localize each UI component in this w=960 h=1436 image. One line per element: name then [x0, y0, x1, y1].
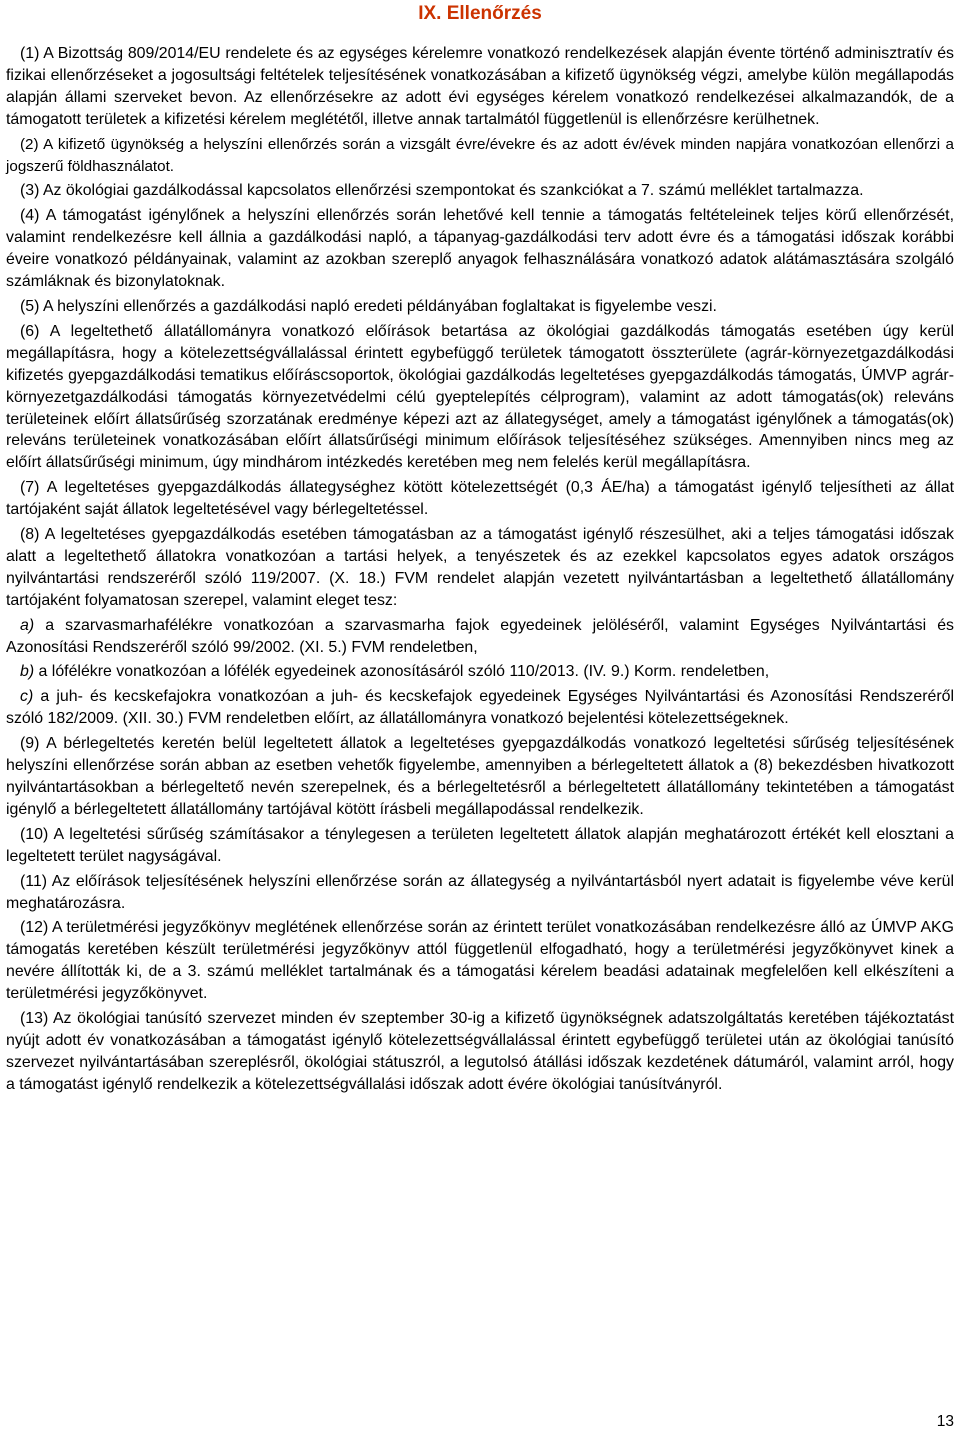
subitem-label: c) [20, 688, 34, 706]
paragraph-4: (4) A támogatást igénylőnek a helyszíni ellenőrzés során lehetővé kell tennie a támogatás feltételeinek teljes körű ellenőrzését, valamint rendelkezésre kell állnia a gazdálkodási napló, a tápanyag-gazdálkodási terv adott évre és a támogatási időszak korábbi éveire vonatkozó példányainak, valamint az azokban szereplő anyagok felhasználására vonatkozó adatok alátámasztására szolgáló számláknak és bizonylatoknak. [6, 207, 954, 291]
subitem-c [6, 686, 954, 730]
subitem-b [6, 661, 954, 683]
paragraph-10: (10) A legeltetési sűrűség számításakor a ténylegesen a területen legeltetett állatok alapján meghatározott értékét kell elosztani a legeltetett terület nagyságával. [6, 825, 954, 865]
paragraph-8: (8) A legeltetéses gyepgazdálkodás esetében támogatásban az a támogatást igénylő részesülhet, aki a teljes támogatási időszak alatt a legeltethető állatokra vonatkozóan a tartási helyek, a tenyészetek és az ezekkel kapcsolatos egyes adatok országos nyilvántartási rendszeréről szóló 119/2007. (X. 18.) FVM rendelet alapján vezetett nyilvántartásban a legeltethető állatállomány tartójaként folyamatosan szerepel, valamint eleget tesz: [6, 526, 954, 609]
paragraph-2: (2) A kifizető ügynökség a helyszíni ellenőrzés során a vizsgált évre/évekre és az adott év/évek minden napjára vonatkozóan ellenőrzi a jogszerű földhasználatot. [6, 135, 954, 175]
paragraph-13: (13) Az ökológiai tanúsító szervezet minden év szeptember 30-ig a kifizető ügynökségnek adatszolgáltatás keretében tájékoztatást nyújt adott év vonatkozásában a támogatást igénylő kötelezettségvállalással érintett egybefüggő területei után az ökológiai tanúsító szervezet nyilvántartásában szereplésről, ökológiai státuszról, a legutolsó átállási időszak kezdetének dátumáról, valamint arról, hogy a támogatást igénylő rendelkezik a kötelezettségvállalási időszak adott évére ökológiai tanúsítványról. [6, 1010, 954, 1093]
paragraph-6: (6) A legeltethető állatállományra vonatkozó előírások betartása az ökológiai gazdálkodás támogatás esetében úgy kerül megállapításra, hogy a kötelezettségvállalással érintett egybefüggő területek támogatott összterülete (agrár-környezetgazdálkodási kifizetés gyepgazdálkodási tematikus előíráscsoportok, ökológiai gazdálkodás legeltetéses gyepgazdálkodás támogatás, ÚMVP agrár-környezetgazdálkodási támogatás környezetvédelmi célú gyeptelepítés célprogram), valamint az adott támogatás(ok) releváns területeinek előírt állatsűrűség szorzatának eredménye képezi azt az állategységet, amely a támogatást igénylőnek a támogatás(ok) releváns területeinek vonatkozásában előírt állatsűrűségi minimum előírások teljesítéséhez szükséges. Amennyiben nincs meg az előírt állatsűrűségi minimum, úgy mindhárom intézkedés keretében meg nem felelés kerül megállapításra. [6, 322, 954, 472]
paragraph-12: (12) A területmérési jegyzőkönyv meglétének ellenőrzése során az érintett terület vonatkozásában rendelkezésre álló az ÚMVP AKG támogatás keretében készült területmérési jegyzőkönyv attól függetlenül elfogadható, hogy a területmérési jegyzőkönyvet kinek a nevére állították ki, de a 3. számú melléklet tartalmának és a támogatási kérelem beadási adatainak megfelelően kell elkészíteni a területmérési jegyzőkönyvet. [6, 919, 954, 1003]
paragraph-3: (3) Az ökológiai gazdálkodással kapcsolatos ellenőrzési szempontokat és szankciókat a 7. számú melléklet tartalmazza. [20, 182, 864, 200]
subitem-a [6, 615, 954, 659]
document-page [6, 0, 954, 1099]
paragraph-9: (9) A bérlegeltetés keretén belül legeltetett állatok a legeltetéses gyepgazdálkodás vonatkozó legeltetési sűrűség teljesítésének helyszíni ellenőrzése során abban az esetben vehetők figyelembe, amennyiben a bérlegeltetett állatok a (8) bekezdésben hivatkozott nyilvántartásokban a bérlegeltető nevén szerepelnek, és a bérlegeltetésről a bérlegeltetett állatállomány tekintetében a támogatást igénylő a bérlegeltetett állatállomány tartójával kötött írásbeli megállapodással rendelkezik. [6, 735, 954, 818]
paragraph-5: (5) A helyszíni ellenőrzés a gazdálkodási napló eredeti példányában foglaltakat is figyelembe veszi. [20, 297, 717, 315]
subitem-text: a juh- és kecskefajokra vonatkozóan a juh- és kecskefajok egyedeinek Egységes Nyilvántartási és Azonosítási Rendszeréről szóló 182/2009. (XII. 30.) FVM rendeletben előírt, az állatállományra vonatkozó bejelentési kötelezettségeknek. [6, 688, 954, 728]
subitem-text: a szarvasmarhafélékre vonatkozóan a szarvasmarha fajok egyedeinek jelöléséről, valamint Egységes Nyilvántartási és Azonosítási Rendszeréről szóló 99/2002. (XI. 5.) FVM rendeletben, [6, 616, 954, 656]
subitem-text: a lófélékre vonatkozóan a lófélék egyedeinek azonosításáról szóló 110/2013. (IV. 9.) Korm. rendeletben, [34, 663, 770, 681]
subitem-label: a) [20, 616, 35, 634]
page-number: 13 [936, 1413, 954, 1430]
paragraph-11: (11) Az előírások teljesítésének helyszíni ellenőrzése során az állategység a nyilvántartásból nyert adatait is figyelembe véve kerül meghatározásra. [6, 872, 954, 912]
section-title: IX. Ellenőrzés [418, 3, 542, 24]
paragraph-1: (1) A Bizottság 809/2014/EU rendelete és az egységes kérelemre vonatkozó rendelkezések alapján évente történő adminisztratív és fizikai ellenőrzéseket a jogosultsági feltételek teljesítésének vonatkozásában a kifizető ügynökség végzi, amelybe külön megállapodás alapján állami szerveket bevon. Az ellenőrzésekre az adott évi egységes kérelem vonatkozó rendelkezései alkalmazandók, de a támogatott területek a kifizetési kérelem meglététől, illetve annak tartalmától függetlenül is ellenőrzésre kerülhetnek. [6, 45, 954, 128]
paragraph-7: (7) A legeltetéses gyepgazdálkodás állategységhez kötött kötelezettségét (0,3 ÁE/ha) a támogatást igénylő teljesítheti az állat tartójaként saját állatok legeltetésével vagy bérlegeltetéssel. [6, 479, 954, 519]
subitem-label: b) [20, 663, 35, 681]
